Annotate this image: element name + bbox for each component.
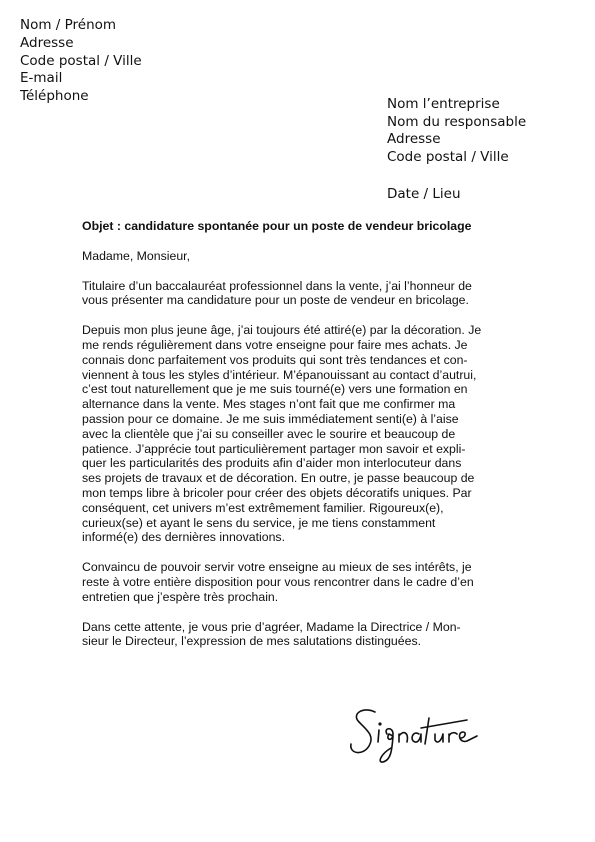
paragraph-line: sieur le Directeur, l’expression de mes salutations distinguées. — [82, 634, 422, 649]
recipient-company: Nom l’entreprise — [387, 96, 500, 112]
paragraph-line: ses projets de travaux et de décoration. En outre, je passe beaucoup de — [82, 471, 475, 486]
paragraph-line: Titulaire d’un baccalauréat professionnel dans la vente, j’ai l’honneur de — [82, 278, 472, 293]
paragraph-line: alternance dans la vente. Mes stages n’ont fait que me confirmer ma — [82, 397, 456, 412]
recipient-block — [387, 96, 526, 166]
paragraph-availability — [82, 560, 512, 604]
letter-body — [82, 219, 512, 664]
paragraph-line: patience. J’apprécie tout particulièrement partager mon savoir et expli- — [82, 441, 466, 456]
paragraph-motivation — [82, 323, 512, 545]
paragraph-line: Depuis mon plus jeune âge, j’ai toujours été attiré(e) par la décoration. Je — [82, 323, 482, 338]
letter-subject: Objet : candidature spontanée pour un poste de vendeur bricolage — [82, 219, 472, 233]
recipient-postal-city: Code postal / Ville — [387, 148, 509, 165]
date-place: Date / Lieu — [387, 186, 461, 202]
paragraph-line: viennent à tous les styles d’intérieur. M’épanouissant au contact d’autrui, — [82, 367, 477, 382]
sender-phone: Téléphone — [20, 88, 89, 105]
letter-salutation: Madame, Monsieur, — [82, 248, 190, 263]
signature-image — [345, 700, 505, 770]
sender-email: E-mail — [20, 70, 63, 87]
paragraph-closing — [82, 620, 512, 650]
sender-block — [20, 17, 142, 106]
paragraph-line: passion pour ce domaine. Je me suis immédiatement senti(e) à l’aise — [82, 411, 459, 426]
recipient-manager: Nom du responsable — [387, 113, 527, 130]
paragraph-line: quer les particularités des produits afin d’aider mon interlocuteur dans — [82, 456, 462, 471]
recipient-address: Adresse — [387, 131, 441, 147]
paragraph-line: curieux(se) et ayant le sens du service, je me tiens constamment — [82, 515, 436, 530]
paragraph-line: conséquent, cet univers m’est extrêmement familier. Rigoureux(e), — [82, 500, 444, 515]
paragraph-line: avec la clientèle que j’ai su conseiller avec le sourire et beaucoup de — [82, 426, 456, 441]
paragraph-line: mon temps libre à bricoler pour créer des objets décoratifs uniques. Par — [82, 485, 472, 500]
paragraph-line: c’est tout naturellement que je me suis tourné(e) vers une formation en — [82, 382, 468, 397]
sender-name: Nom / Prénom — [20, 17, 117, 33]
paragraph-line: connais donc parfaitement vos produits qui sont très tendances et con- — [82, 352, 468, 367]
paragraph-line: informé(e) des dernières innovations. — [82, 530, 286, 545]
sender-postal-city: Code postal / Ville — [20, 52, 142, 69]
paragraph-line: Convaincu de pouvoir servir votre enseigne au mieux de ses intérêts, je — [82, 560, 472, 575]
paragraph-line: vous présenter ma candidature pour un poste de vendeur en bricolage. — [82, 293, 469, 308]
paragraph-line: entretien que j’espère très prochain. — [82, 589, 279, 604]
paragraph-intro — [82, 279, 512, 309]
paragraph-line: reste à votre entière disposition pour vous rencontrer dans le cadre d’en — [82, 574, 474, 589]
paragraph-line: me rends régulièrement dans votre enseigne pour faire mes achats. Je — [82, 337, 468, 352]
sender-address: Adresse — [20, 34, 74, 51]
paragraph-line: Dans cette attente, je vous prie d’agréer, Madame la Directrice / Mon- — [82, 619, 461, 634]
